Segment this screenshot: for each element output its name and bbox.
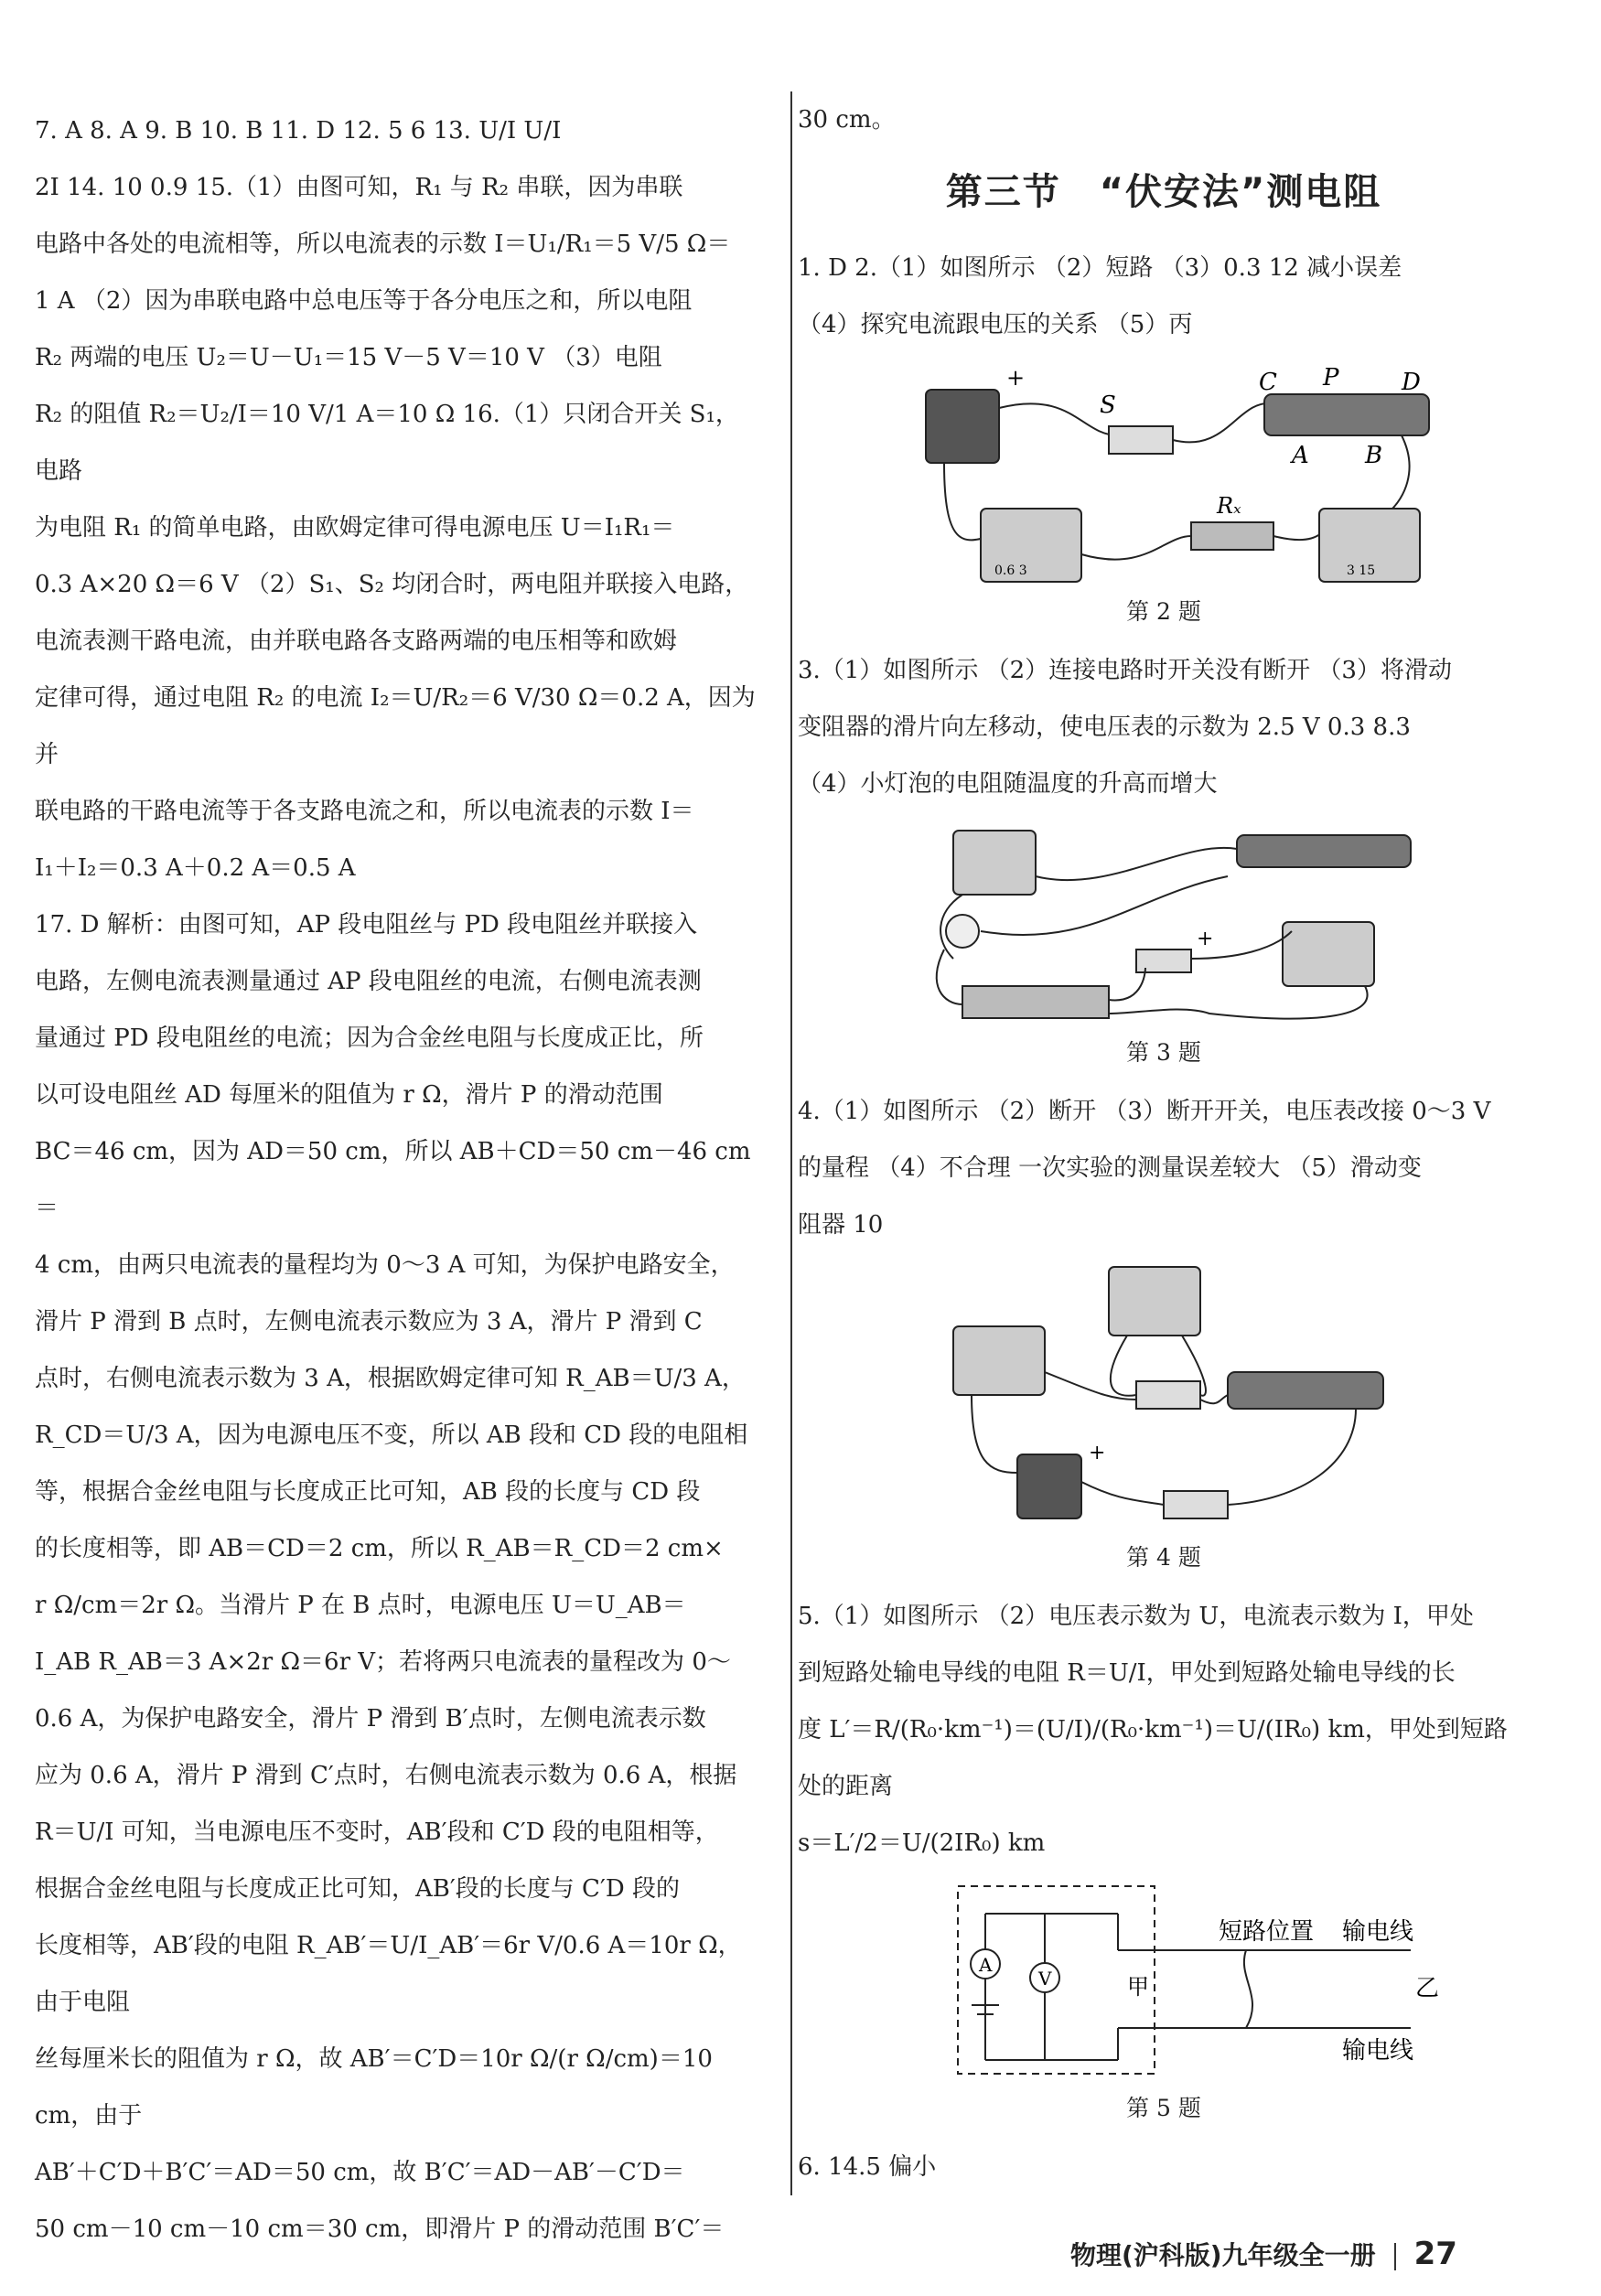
left-text-line: I_AB R_AB＝3 A×2r Ω＝6r V；若将两只电流表的量程改为 0～ (35, 1648, 731, 1676)
q4-text-line: 阻器 10 (798, 1211, 884, 1239)
left-text-line: 丝每厘米长的阻值为 r Ω，故 AB′＝C′D＝10r Ω/(r Ω/cm)＝10 cm，由于 (35, 2045, 713, 2130)
left-text-line: 电流表测干路电流，由并联电路各支路两端的电压相等和欧姆 (35, 628, 678, 655)
left-text-line: 点时，右侧电流表示数为 3 A，根据欧姆定律可知 R_AB＝U/3 A， (35, 1365, 746, 1392)
fig5-label-short: 短路位置 (1219, 1918, 1315, 1946)
left-text-line: 7. A 8. A 9. B 10. B 11. D 12. 5 6 13. U/I U/I (35, 117, 562, 145)
answer-q3 (798, 642, 1530, 812)
fig2-label-a: A (1292, 442, 1309, 469)
fig4-label-plus: + (1089, 1442, 1106, 1465)
fig2-label-rx: Rₓ (1217, 493, 1241, 519)
page-footer (1070, 2236, 1564, 2272)
left-text-line: 1 A （2）因为串联电路中总电压等于各分电压之和，所以电阻 (35, 287, 693, 315)
left-text-line: 量通过 PD 段电阻丝的电流；因为合金丝电阻与长度成正比，所 (35, 1025, 704, 1052)
left-text-line: 等，根据合金丝电阻与长度成正比可知，AB 段的长度与 CD 段 (35, 1478, 701, 1506)
left-text-line: I₁＋I₂＝0.3 A＋0.2 A＝0.5 A (35, 854, 356, 882)
q3-text-line: 3.（1）如图所示 （2）连接电路时开关没有断开 （3）将滑动 (798, 657, 1452, 684)
answer-q4 (798, 1083, 1530, 1253)
q5-text-line: s＝L′/2＝U/(2IR₀) km (798, 1829, 1046, 1857)
page-number: 27 (1413, 2236, 1457, 2272)
left-text-line: 电路，左侧电流表测量通过 AP 段电阻丝的电流，右侧电流表测 (35, 968, 702, 995)
fig2-label-d: D (1402, 369, 1421, 396)
q5-text-line: 到短路处输电导线的电阻 R＝U/I，甲处到短路处输电导线的长 (798, 1659, 1456, 1687)
figure-2-circuit (889, 362, 1438, 591)
figure-2-caption: 第 2 题 (1126, 598, 1201, 625)
left-text-line: 应为 0.6 A，滑片 P 滑到 C′点时，右侧电流表示数为 0.6 A，根据 (35, 1762, 737, 1789)
left-text-line: 17. D 解析：由图可知，AP 段电阻丝与 PD 段电阻丝并联接入 (35, 911, 698, 939)
book-title: 物理(沪科版)九年级全一册 (1070, 2240, 1376, 2270)
left-text-line: 长度相等，AB′段的电阻 R_AB′＝U/I_AB′＝6r V/0.6 A＝10r Ω，由于电阻 (35, 1932, 742, 2016)
left-text-line: 根据合金丝电阻与长度成正比可知，AB′段的长度与 C′D 段的 (35, 1875, 680, 1903)
left-text-line: 滑片 P 滑到 B 点时，左侧电流表示数应为 3 A，滑片 P 滑到 C (35, 1308, 703, 1336)
left-text-line: R_CD＝U/3 A，因为电源电压不变，所以 AB 段和 CD 段的电阻相 (35, 1422, 748, 1449)
fig5-label-line-top: 输电线 (1342, 1918, 1414, 1946)
left-text-line: r Ω/cm＝2r Ω。当滑片 P 在 B 点时，电源电压 U＝U_AB＝ (35, 1592, 686, 1619)
q3-text-line: （4）小灯泡的电阻随温度的升高而增大 (798, 770, 1218, 798)
column-divider (790, 91, 792, 2195)
left-text-line: 联电路的干路电流等于各支路电流之和，所以电流表的示数 I＝ (35, 798, 694, 825)
section-title: 第三节 “伏安法”测电阻 (945, 171, 1382, 213)
q5-text-line: 5.（1）如图所示 （2）电压表示数为 U，电流表示数为 I，甲处 (798, 1603, 1474, 1630)
left-text-line: 2I 14. 10 0.9 15.（1）由图可知，R₁ 与 R₂ 串联，因为串联 (35, 174, 683, 201)
left-text-line: R₂ 两端的电压 U₂＝U－U₁＝15 V－5 V＝10 V （3）电阻 (35, 344, 662, 371)
fig2-ammeter-scale: 0.6 3 (994, 563, 1027, 578)
footer-separator (1394, 2243, 1396, 2270)
right-column (798, 91, 1530, 2195)
fig2-label-plus: + (1006, 365, 1026, 391)
left-text-line: BC＝46 cm，因为 AD＝50 cm，所以 AB＋CD＝50 cm－46 cm＝ (35, 1138, 751, 1222)
fig2-voltmeter-scale: 3 15 (1347, 563, 1376, 578)
fig3-label-plus: + (1197, 928, 1214, 950)
left-text-line: 0.3 A×20 Ω＝6 V （2）S₁、S₂ 均闭合时，两电阻并联接入电路， (35, 571, 749, 598)
q3-text-line: 变阻器的滑片向左移动，使电压表的示数为 2.5 V 0.3 8.3 (798, 713, 1411, 741)
figure-5-circuit (880, 1877, 1447, 2087)
answer-q5 (798, 1588, 1530, 1872)
q5-text-line: 度 L′＝R/(R₀·km⁻¹)＝(U/I)/(R₀·km⁻¹)＝U/(IR₀) km，甲处到短路处的距离 (798, 1716, 1508, 1800)
left-text-line: R₂ 的阻值 R₂＝U₂/I＝10 V/1 A＝10 Ω 16.（1）只闭合开关 S₁，电路 (35, 401, 739, 485)
fig5-voltmeter-label: V (1038, 1968, 1052, 1990)
fig2-label-s: S (1100, 392, 1116, 419)
q1-2-text-line: 1. D 2.（1）如图所示 （2）短路 （3）0.3 12 减小误差 (798, 254, 1402, 282)
right-top-line: 30 cm。 (798, 106, 896, 134)
figure-4-caption: 第 4 题 (1126, 1544, 1201, 1571)
fig5-label-yi: 乙 (1415, 1975, 1440, 2002)
left-text-line: 4 cm，由两只电流表的量程均为 0～3 A 可知，为保护电路安全， (35, 1251, 735, 1279)
left-column (35, 102, 762, 2258)
fig5-label-line-bottom: 输电线 (1342, 2037, 1414, 2065)
left-text-line: 50 cm－10 cm－10 cm＝30 cm，即滑片 P 的滑动范围 B′C′＝ (35, 2216, 725, 2243)
fig5-label-jia: 甲 (1127, 1974, 1149, 2000)
left-text-line: AB′＋C′D＋B′C′＝AD＝50 cm，故 B′C′＝AD－AB′－C′D＝ (35, 2159, 685, 2186)
figure-5-caption: 第 5 题 (1126, 2095, 1201, 2121)
figure-4-circuit (935, 1262, 1392, 1537)
left-text-line: 0.6 A，为保护电路安全，滑片 P 滑到 B′点时，左侧电流表示数 (35, 1705, 706, 1733)
fig2-label-c: C (1259, 369, 1277, 396)
answer-q6: 6. 14.5 偏小 (798, 2153, 937, 2181)
left-text-line: R＝U/I 可知，当电源电压不变时，AB′段和 C′D 段的电阻相等， (35, 1819, 719, 1846)
left-text-line: 电路中各处的电流相等，所以电流表的示数 I＝U₁/R₁＝5 V/5 Ω＝ (35, 231, 731, 258)
figure-3-caption: 第 3 题 (1126, 1039, 1201, 1066)
q1-2-text-line: （4）探究电流跟电压的关系 （5）丙 (798, 311, 1193, 338)
left-text-line: 为电阻 R₁ 的简单电路，由欧姆定律可得电源电压 U＝I₁R₁＝ (35, 514, 675, 542)
left-text-line: 定律可得，通过电阻 R₂ 的电流 I₂＝U/R₂＝6 V/30 Ω＝0.2 A，因为并 (35, 684, 756, 768)
left-text-line: 以可设电阻丝 AD 每厘米的阻值为 r Ω，滑片 P 的滑动范围 (35, 1081, 663, 1109)
q4-text-line: 4.（1）如图所示 （2）断开 （3）断开开关，电压表改接 0～3 V (798, 1098, 1491, 1125)
figure-3-circuit (908, 821, 1420, 1032)
fig2-label-p: P (1323, 364, 1339, 392)
q4-text-line: 的量程 （4）不合理 一次实验的测量误差较大 （5）滑动变 (798, 1154, 1422, 1182)
fig5-ammeter-label: A (979, 1954, 993, 1976)
left-text-line: 的长度相等，即 AB＝CD＝2 cm，所以 R_AB＝R_CD＝2 cm× (35, 1535, 724, 1562)
answer-q1-2 (798, 240, 1530, 353)
fig2-label-b: B (1365, 442, 1383, 469)
